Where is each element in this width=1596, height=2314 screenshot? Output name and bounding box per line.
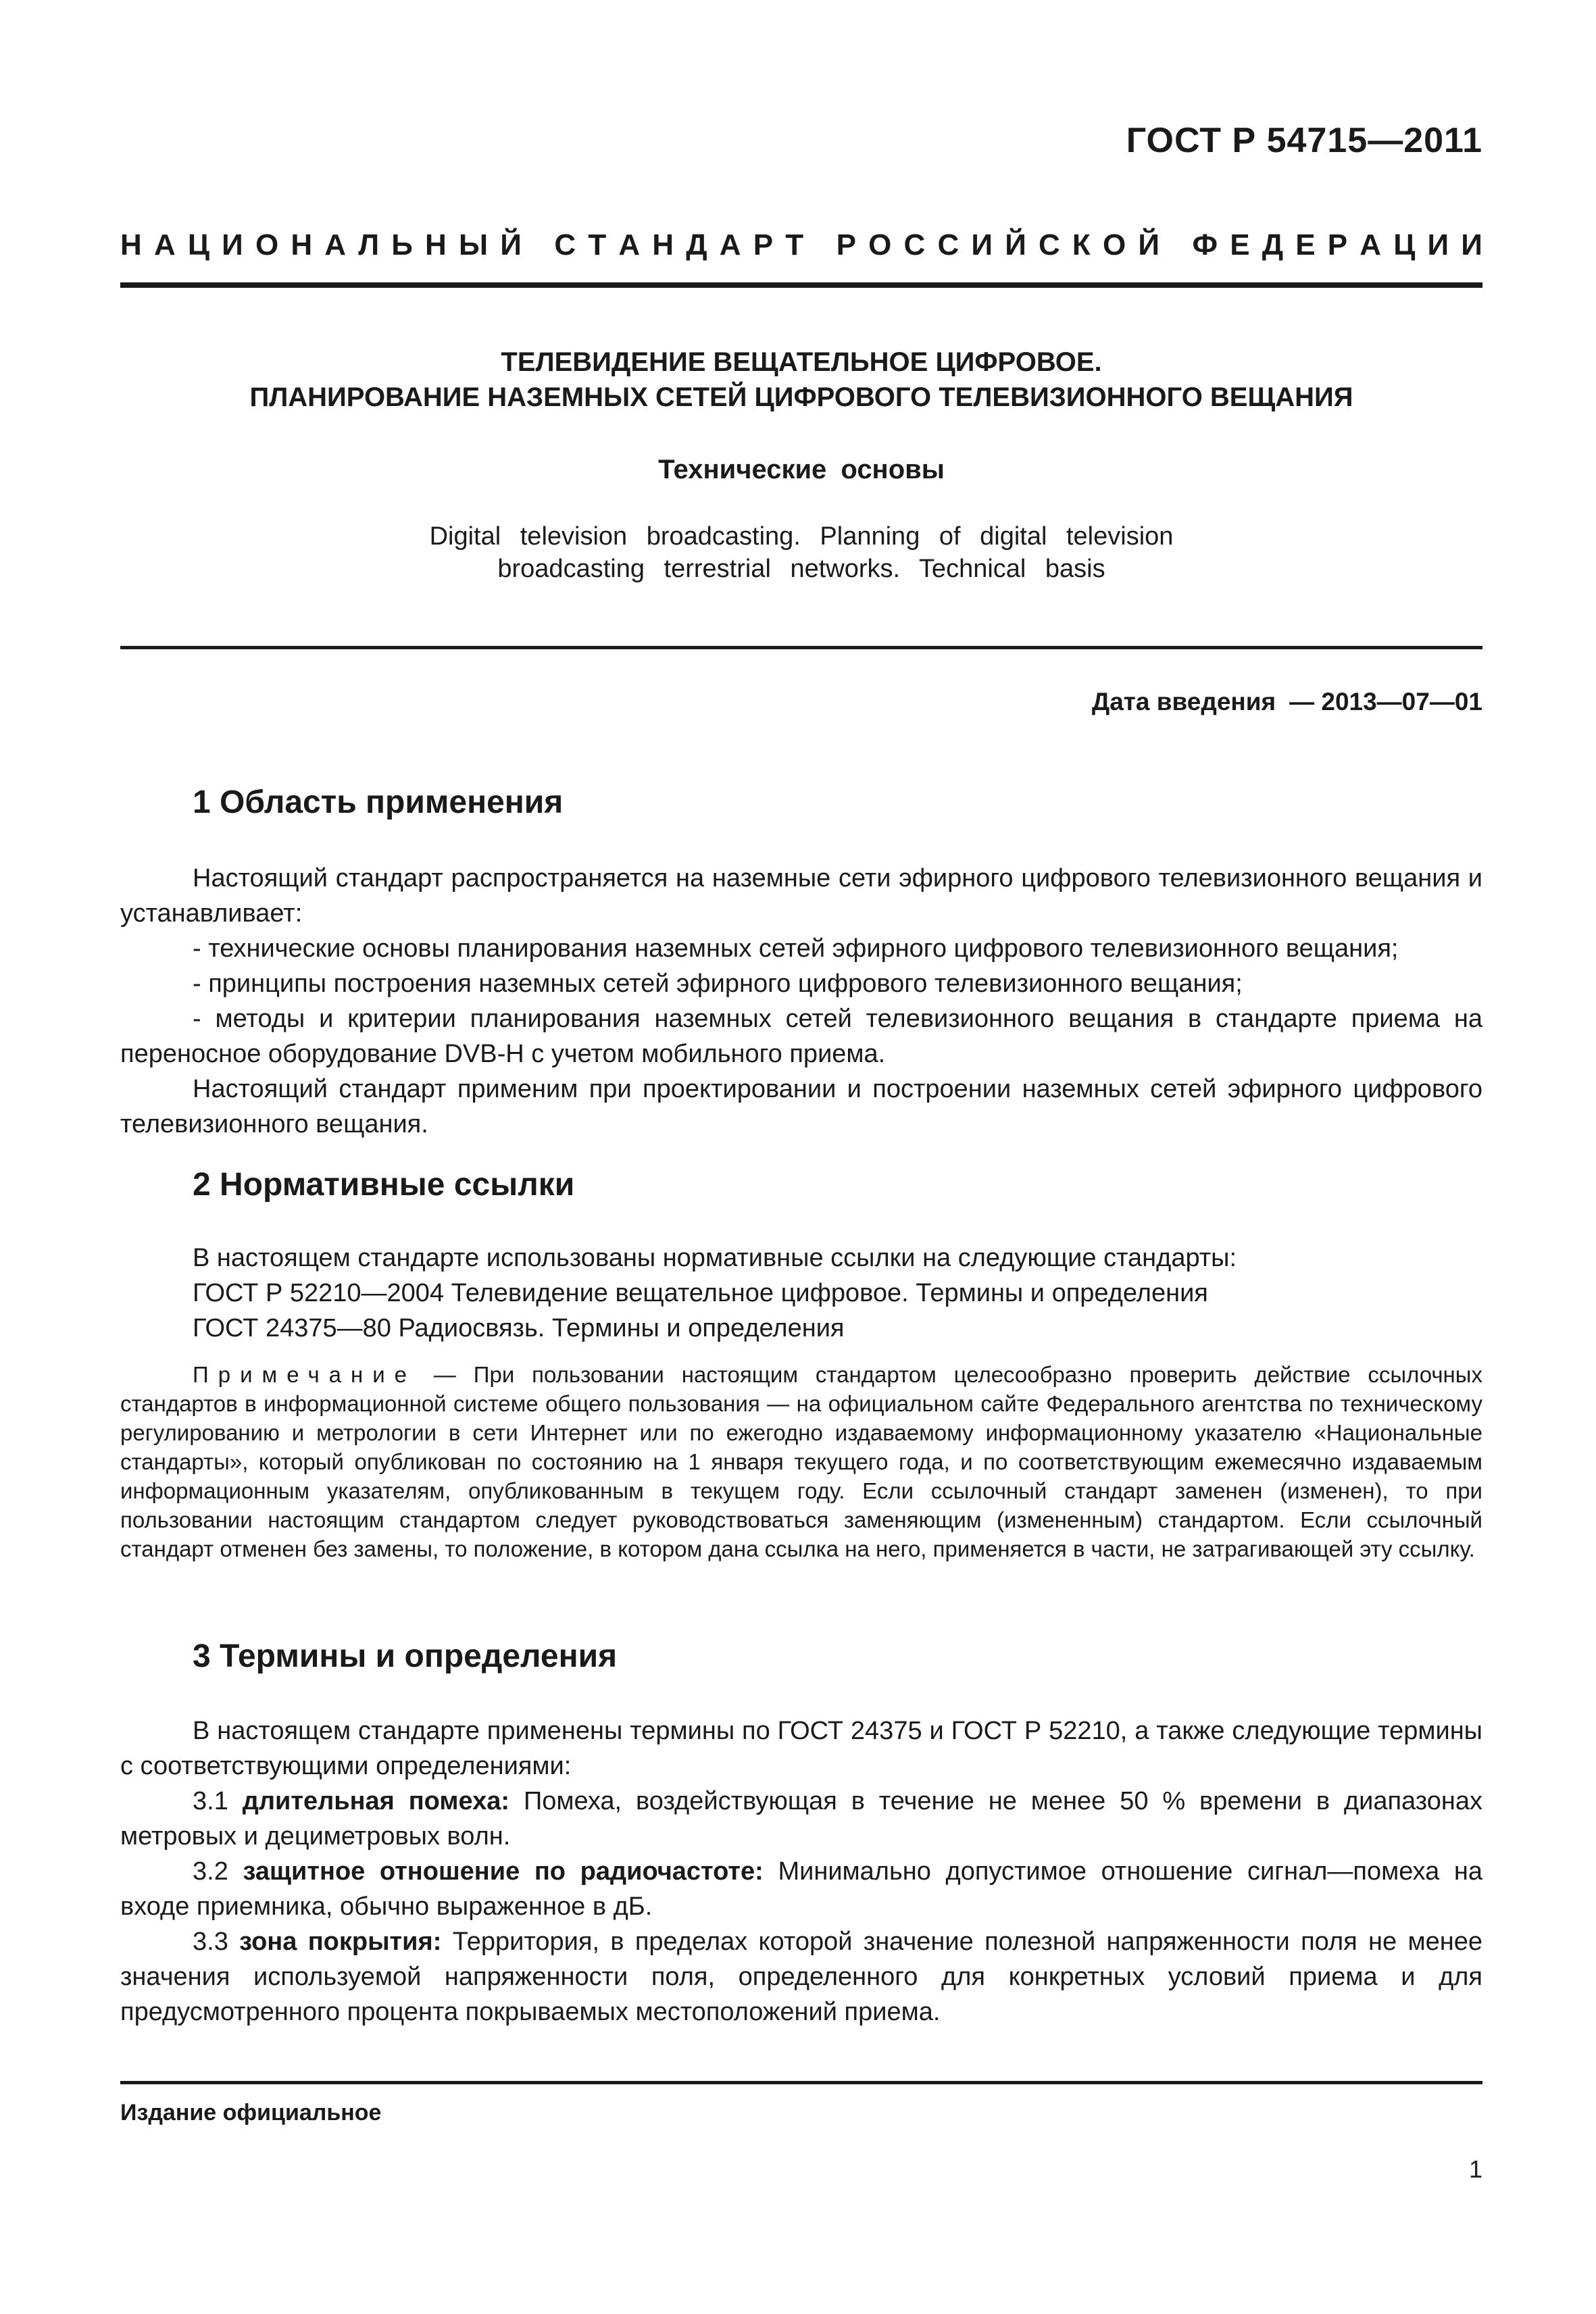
title-line-1: ТЕЛЕВИДЕНИЕ ВЕЩАТЕЛЬНОЕ ЦИФРОВОЕ. [501, 347, 1102, 377]
paragraph: Настоящий стандарт распространяется на наземные сети эфирного цифрового телевизионного вещания и устанавливает: [120, 864, 1482, 928]
date-value: — 2013—07—01 [1289, 688, 1482, 715]
term-text: Помеха, воздействующая в течение не менее 50 % времени в диапазонах метровых и дециметровых волн. [120, 1787, 1482, 1851]
official-edition-label: Издание официальное [120, 2100, 382, 2126]
banner-letter: И [222, 228, 243, 261]
page-number: 1 [1468, 2155, 1482, 2183]
banner-letter: Е [1295, 228, 1316, 261]
banner-letter: Н [291, 228, 313, 261]
banner-letter: Й [1138, 228, 1159, 261]
term-number: 3.1 [193, 1787, 228, 1815]
note-label: Примечание [193, 1362, 417, 1387]
banner-letter: Т [588, 228, 607, 261]
banner-letter [816, 228, 824, 262]
list-item: - технические основы планирования наземных сетей эфирного цифрового телевизионного вещания; [193, 934, 1399, 963]
banner-letter: Ц [1393, 228, 1416, 261]
section-1-heading: 1 Область применения [193, 784, 564, 820]
banner-letter: Р [753, 228, 774, 261]
banner-letter: И [971, 228, 993, 261]
section-1-body [120, 861, 1482, 1142]
term-definition [120, 1854, 1482, 1924]
title-line-2: ПЛАНИРОВАНИЕ НАЗЕМНЫХ СЕТЕЙ ЦИФРОВОГО ТЕЛЕВИЗИОННОГО ВЕЩАНИЯ [249, 382, 1353, 412]
paragraph: В настоящем стандарте применены термины по ГОСТ 24375 и ГОСТ Р 52210, а также следующие термины с соответствующими определениями: [120, 1717, 1482, 1780]
banner-letter: О [255, 228, 279, 261]
banner-letter: Ф [1192, 228, 1218, 261]
title-en-line-2: broadcasting terrestrial networks. Technical basis [497, 555, 1105, 583]
banner-letter: С [903, 228, 926, 261]
banner-letter: Т [785, 228, 804, 261]
term-name: зона покрытия: [239, 1928, 442, 1956]
term-text: Минимально допустимое отношение сигнал—помеха на входе приемника, обычно выраженное в дБ. [120, 1857, 1482, 1921]
term-definition [120, 1924, 1482, 2030]
term-text: Территория, в пределах которой значение полезной напряженности поля не менее значения используемой напряженности поля, определенного для конкретных условий приема и для предусмотренного процента покрываемых местоположений приема. [120, 1928, 1482, 2026]
term-name: защитное отношение по радиочастоте: [243, 1857, 764, 1886]
banner-letter: О [1102, 228, 1126, 261]
banner-letter: С [554, 228, 576, 261]
banner-letter: К [1072, 228, 1091, 261]
section-2-body [120, 1240, 1482, 1346]
banner-letter: Ы [458, 228, 489, 261]
section-2-note [120, 1360, 1482, 1563]
date-label: Дата введения [1091, 688, 1276, 715]
document-title-en [120, 520, 1482, 585]
term-number: 3.2 [193, 1857, 228, 1886]
paragraph: В настоящем стандарте использованы нормативные ссылки на следующие стандарты: [193, 1244, 1237, 1272]
term-definition [120, 1784, 1482, 1854]
banner-letter: С [1038, 228, 1060, 261]
banner-letter: А [719, 228, 741, 261]
banner-letter: Р [1327, 228, 1348, 261]
national-standard-banner [120, 228, 1482, 262]
term-number: 3.3 [193, 1928, 228, 1956]
document-subtitle: Технические основы [658, 455, 945, 484]
header-rule [120, 282, 1482, 288]
banner-letter: Й [500, 228, 522, 261]
section-3-heading: 3 Термины и определения [193, 1638, 618, 1674]
banner-letter: Р [836, 228, 856, 261]
list-item: - принципы построения наземных сетей эфирного цифрового телевизионного вещания; [193, 970, 1243, 998]
introduction-date [1092, 688, 1482, 716]
banner-letter: А [618, 228, 641, 261]
banner-letter: Н [425, 228, 447, 261]
banner-letter: Й [1005, 228, 1026, 261]
banner-letter: Л [358, 228, 380, 261]
document-title-ru [120, 345, 1482, 415]
banner-letter: Ь [391, 228, 413, 261]
banner-letter: Н [120, 228, 142, 261]
section-2-heading: 2 Нормативные ссылки [193, 1167, 575, 1203]
banner-letter: А [153, 228, 176, 261]
banner-letter: Е [1230, 228, 1250, 261]
banner-letter [1172, 228, 1180, 262]
banner-letter: Д [1262, 228, 1284, 261]
paragraph: Настоящий стандарт применим при проектировании и построении наземных сетей эфирного цифрового телевизионного вещания. [120, 1075, 1482, 1138]
list-item: - методы и критерии планирования наземных сетей телевизионного вещания в стандарте приема на переносное оборудование DVB-H с учетом мобильного приема. [120, 1005, 1482, 1068]
section-3-body [120, 1713, 1482, 2030]
banner-letter [534, 228, 542, 262]
reference-item: ГОСТ Р 52210—2004 Телевидение вещательное цифровое. Термины и определения [193, 1279, 1208, 1307]
note-text: — При пользовании настоящим стандартом целесообразно проверить действие ссылочных стандартов в информационной системе общего пользования — на официальном сайте Федерального агентства по техническому регулированию и метрологии в сети Интернет или по ежегодно издаваемому информационному указателю «Национальные стандарты», который опубликован по состоянию на 1 января текущего года, и по соответствующим ежемесячно издаваемым информационным указателям, опубликованным в текущем году. Если ссылочный стандарт заменен (изменен), то при пользовании настоящим стандартом следует руководствоваться заменяющим (измененным) стандартом. Если ссылочный стандарт отменен без замены, то положение, в котором дана ссылка на него, применяется в части, не затрагивающей эту ссылку. [120, 1362, 1482, 1561]
document-code: ГОСТ Р 54715—2011 [1126, 121, 1482, 160]
banner-letter: И [1461, 228, 1482, 261]
banner-letter: Д [686, 228, 707, 261]
banner-letter: А [324, 228, 347, 261]
banner-letter: Н [652, 228, 674, 261]
title-en-line-1: Digital television broadcasting. Planning of digital television [429, 522, 1174, 551]
reference-item: ГОСТ 24375—80 Радиосвязь. Термины и определения [193, 1314, 845, 1342]
banner-letter: А [1360, 228, 1382, 261]
banner-letter: С [937, 228, 959, 261]
term-name: длительная помеха: [242, 1787, 510, 1815]
banner-letter: И [1427, 228, 1449, 261]
banner-letter: Ц [187, 228, 210, 261]
banner-letter: О [868, 228, 892, 261]
title-rule [120, 646, 1482, 649]
footer-rule [120, 2081, 1482, 2084]
